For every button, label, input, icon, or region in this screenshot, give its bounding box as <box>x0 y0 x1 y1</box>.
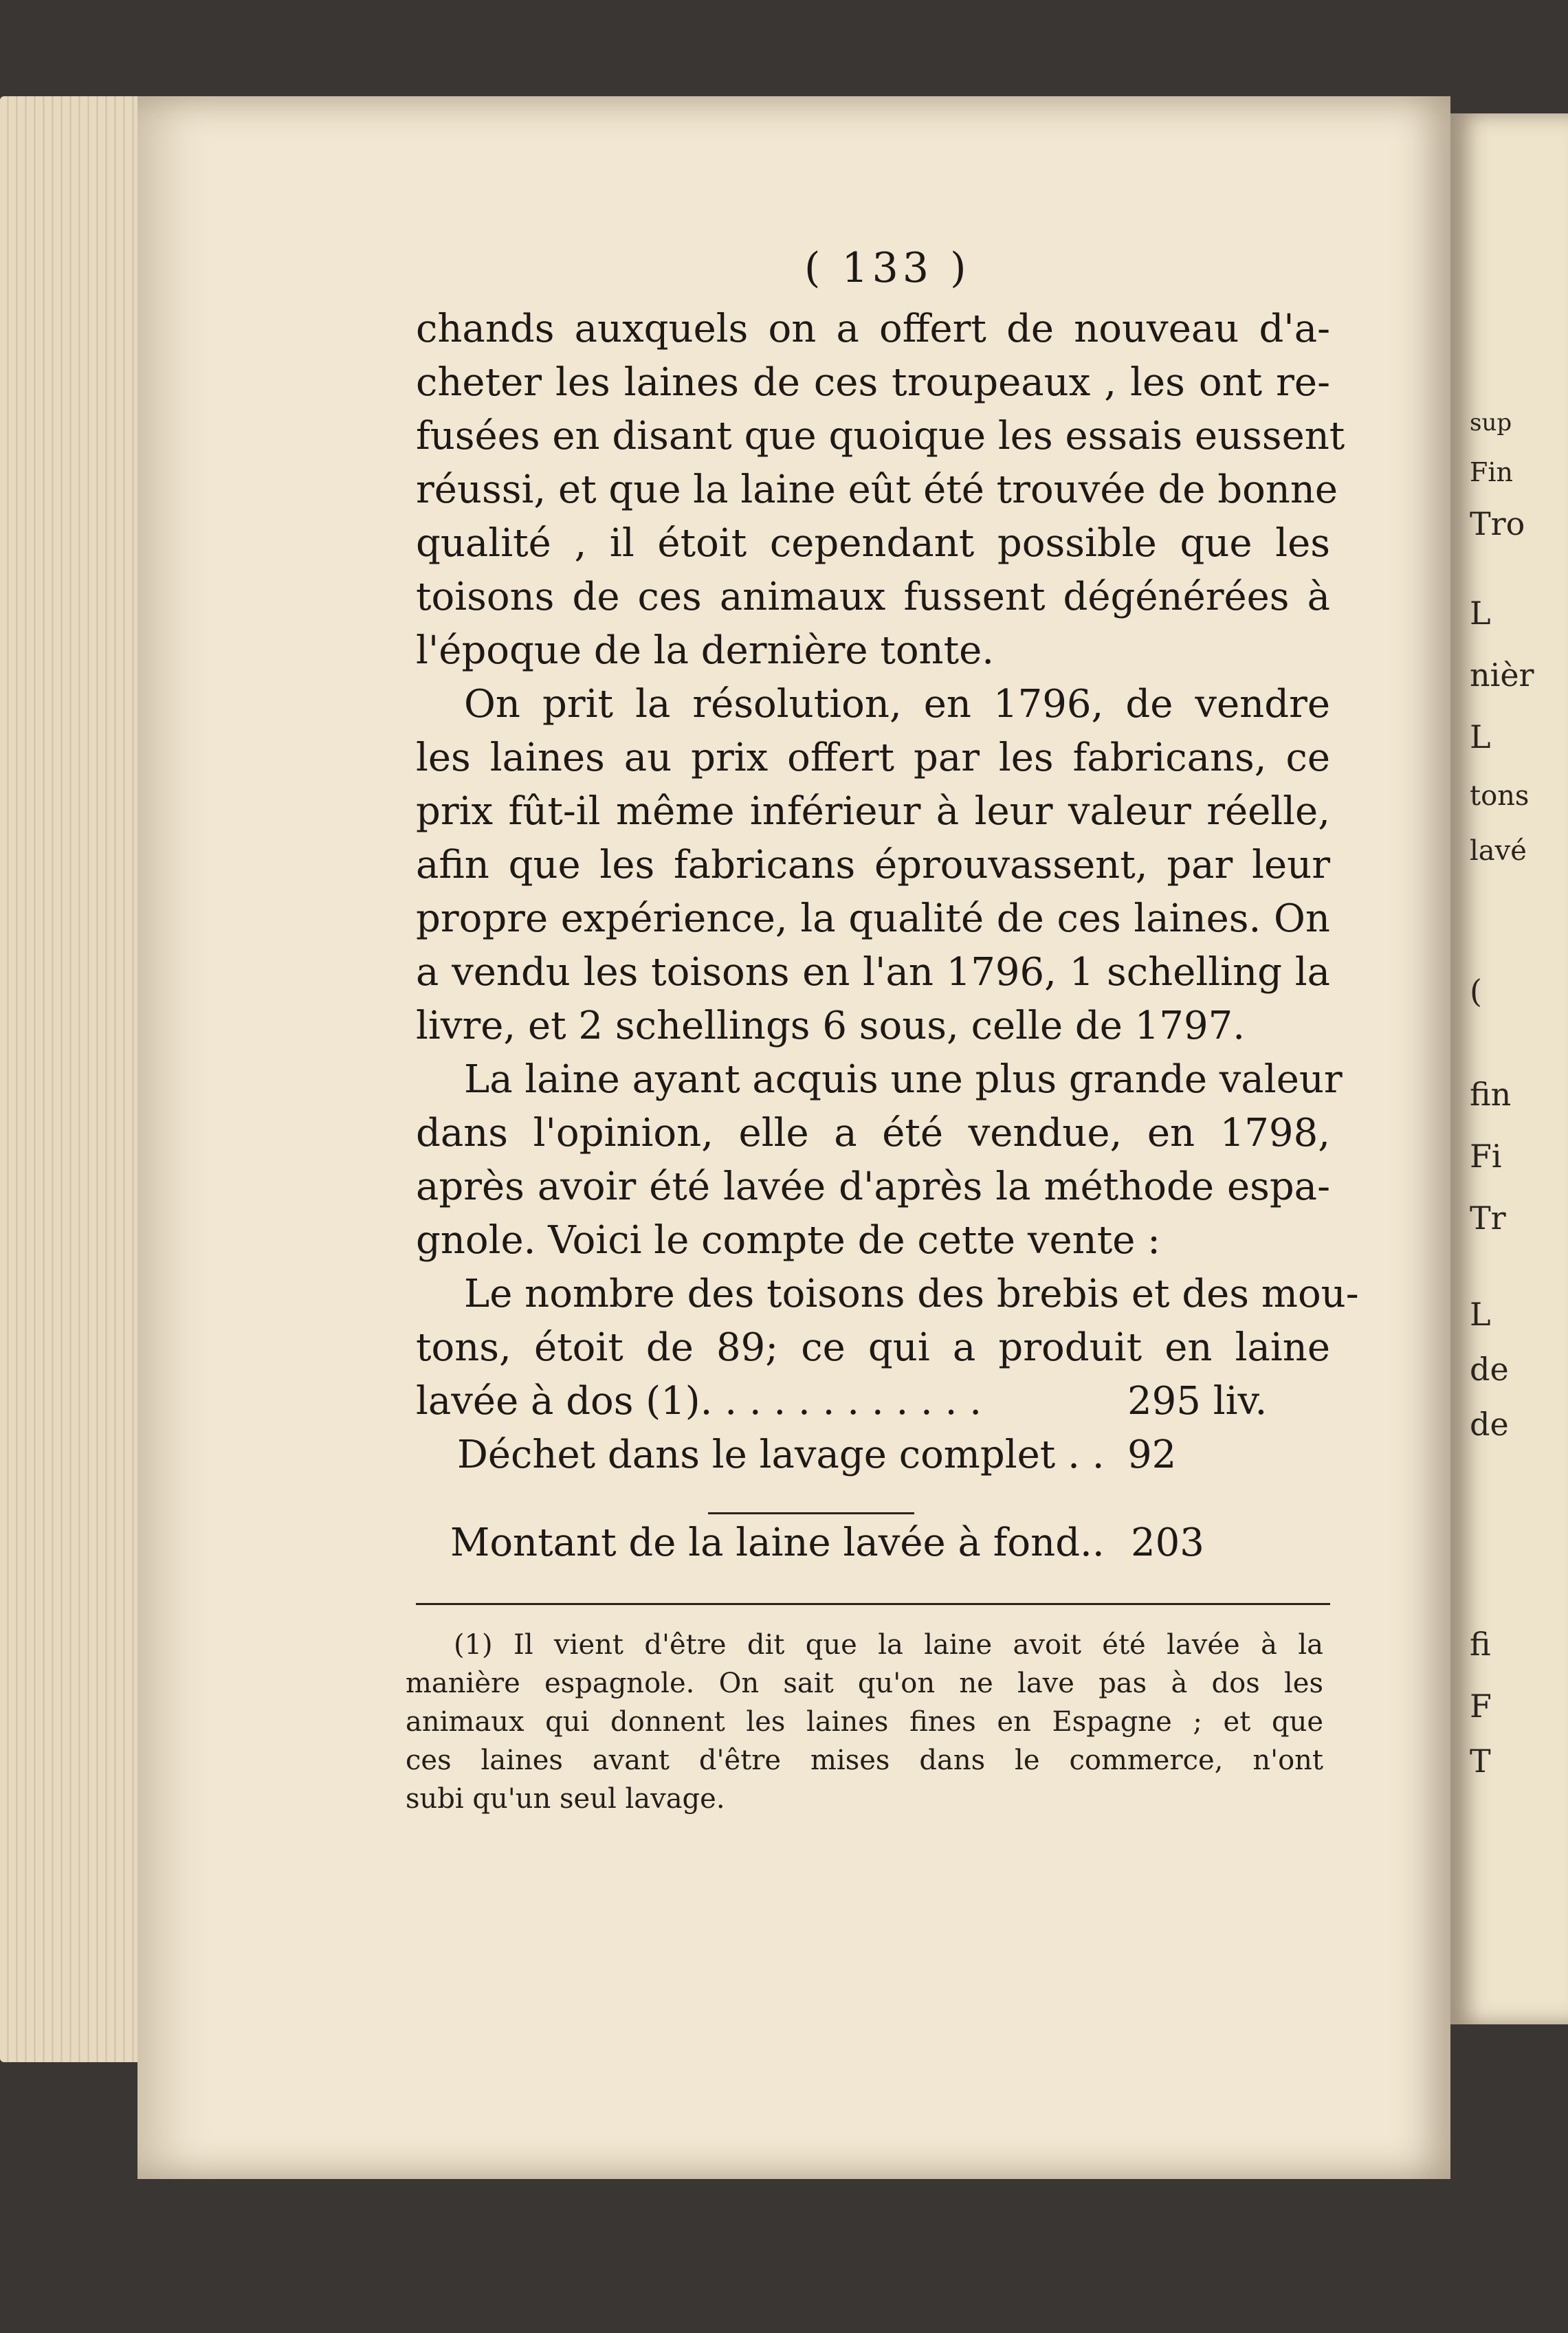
facing-page-fragment: ( <box>1470 973 1482 1010</box>
body-line: toisons de ces animaux fussent dégénérées à <box>416 575 1330 619</box>
body-line: tons, étoit de 89; ce qui a produit en laine <box>416 1325 1330 1370</box>
body-line: On prit la résolution, en 1796, de vendre <box>464 682 1330 727</box>
facing-page-fragment: Fi <box>1470 1138 1502 1175</box>
facing-page-fragment: fi <box>1470 1626 1491 1663</box>
ledger-label: Déchet dans le lavage complet . . <box>457 1433 1105 1477</box>
body-line: réussi, et que la laine eût été trouvée de bonne <box>416 467 1338 512</box>
body-line: prix fût-il même inférieur à leur valeur réelle, <box>416 789 1330 834</box>
ledger-value: 203 <box>1131 1521 1204 1565</box>
facing-page-fragment: Tr <box>1470 1199 1506 1237</box>
facing-page-fragment: T <box>1470 1743 1491 1780</box>
body-line: dans l'opinion, elle a été vendue, en 1798, <box>416 1111 1330 1156</box>
ledger-row-waste <box>416 1428 1330 1482</box>
body-text <box>416 302 1359 1570</box>
page-number: ( 133 ) <box>804 244 971 292</box>
facing-page-fragment: L <box>1470 718 1491 755</box>
body-line: livre, et 2 schellings 6 sous, celle de 1797. <box>416 1004 1245 1048</box>
facing-page-edge <box>1450 113 1568 2024</box>
footnote-line: manière espagnole. On sait qu'on ne lave pas à dos les <box>406 1668 1323 1699</box>
body-line: afin que les fabricans éprouvassent, par leur <box>416 843 1330 887</box>
body-line: les laines au prix offert par les fabricans, ce <box>416 736 1330 780</box>
ledger-sum-rule <box>708 1512 914 1514</box>
body-line: a vendu les toisons en l'an 1796, 1 schelling la <box>416 950 1330 995</box>
facing-page-fragment: sup <box>1470 409 1512 436</box>
footnote-line: subi qu'un seul lavage. <box>406 1783 725 1815</box>
body-line: après avoir été lavée d'après la méthode espa- <box>416 1164 1330 1209</box>
body-line: chands auxquels on a offert de nouveau d'a- <box>416 307 1330 351</box>
facing-page-fragment: Fin <box>1470 457 1513 487</box>
ledger-label: Montant de la laine lavée à fond.. <box>450 1521 1105 1565</box>
ledger-value: 92 <box>1127 1433 1177 1477</box>
facing-page-fragment: de <box>1470 1406 1509 1443</box>
body-line: La laine ayant acquis une plus grande valeur <box>464 1057 1343 1102</box>
ledger-row-total <box>416 1516 1330 1570</box>
body-line: cheter les laines de ces troupeaux , les ont re- <box>416 360 1330 405</box>
facing-page-fragment: F <box>1470 1688 1492 1725</box>
ledger-label: lavée à dos (1). . . . . . . . . . . . <box>416 1379 982 1424</box>
body-line: propre expérience, la qualité de ces laines. On <box>416 896 1330 941</box>
facing-page-fragment: L <box>1470 1296 1491 1333</box>
facing-page-fragment: nièr <box>1470 656 1534 694</box>
facing-page-fragment: Tro <box>1470 505 1525 542</box>
body-line: fusées en disant que quoique les essais eussent <box>416 414 1345 458</box>
footnote-line: animaux qui donnent les laines fines en Espagne ; et que <box>406 1706 1323 1738</box>
footnote <box>406 1626 1323 1818</box>
footnote-divider <box>416 1603 1330 1605</box>
facing-page-fragment: L <box>1470 595 1491 632</box>
body-line: l'époque de la dernière tonte. <box>416 628 995 673</box>
body-line: Le nombre des toisons des brebis et des mou- <box>464 1272 1359 1316</box>
facing-page-fragment: tons <box>1470 780 1530 812</box>
body-line: gnole. Voici le compte de cette vente : <box>416 1218 1161 1263</box>
ledger-value: 295 liv. <box>1127 1379 1268 1424</box>
facing-page-fragment: de <box>1470 1351 1509 1388</box>
facing-page-fragment: lavé <box>1470 835 1527 867</box>
footnote-line: (1) Il vient d'être dit que la laine avoit été lavée à la <box>454 1629 1323 1661</box>
facing-page-fragment: fin <box>1470 1076 1512 1113</box>
body-line: qualité , il étoit cependant possible que les <box>416 521 1330 566</box>
ledger-row-washed <box>416 1375 1330 1428</box>
page-stack-edge <box>0 96 158 2062</box>
footnote-line: ces laines avant d'être mises dans le commerce, n'ont <box>406 1745 1323 1776</box>
